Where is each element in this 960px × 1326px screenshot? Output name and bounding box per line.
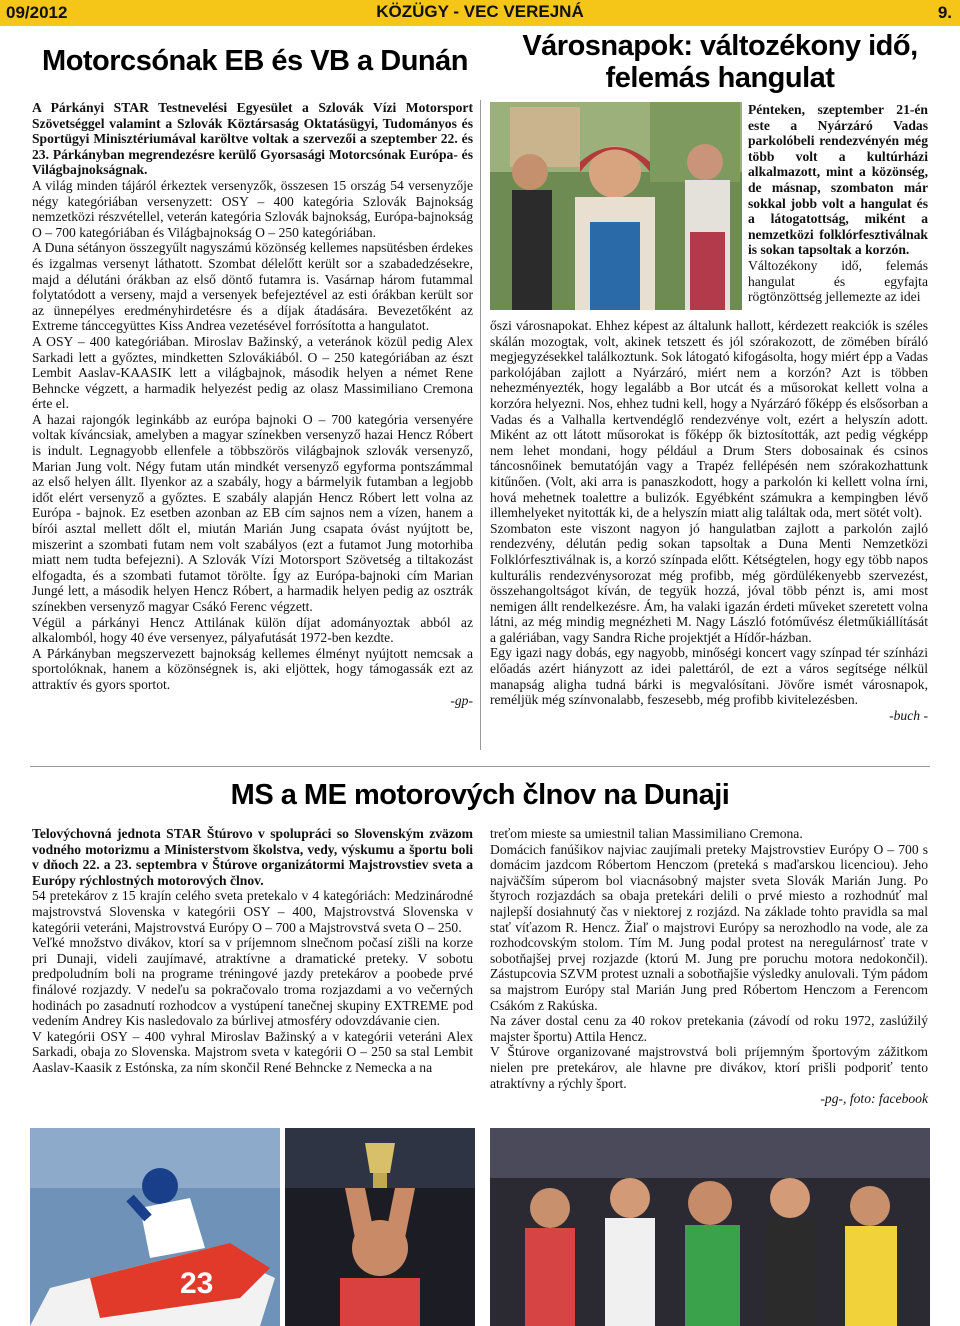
folklore-photo <box>490 102 742 310</box>
powerboat-photo <box>30 1128 280 1326</box>
article1-paragraph: A Duna sétányon összegyűlt nagyszámú közönség kellemes napsütésben érdekes és izgalmas versenyt láthatott. Szombat délelőtt került sor a szabadedzésekre, majd a délutáni órákban az első döntő futamra is. Vasárnap három futammal folytatódott a verseny, majd a versenyek befejeztével az esti órákban került sor az ünnepélyes eredményhirdetésre és a díjak átadására. Bevezetőként az Extreme tánccegyüttes Kiss Andrea vezetésével forrósította a hangulatot. <box>32 240 473 334</box>
article3-paragraph: V kategórii OSY – 400 vyhral Miroslav Bažinský a v kategórii veteráni Alex Sarkadi, obaja zo Slovenska. Majstrom sveta v kategórii O – 250 sa stal Lembit Aaslav-Kaasik z Estónska, za ním skončil René Behncke z Nemecka a na <box>32 1028 473 1075</box>
article3-left-body <box>32 826 473 1076</box>
article2-paragraph-intro: Változékony idő, felemás hangulat és egyfajta rögtönzöttség jellemezte az idei <box>748 257 928 305</box>
article1-paragraph: A világ minden tájáról érkeztek versenyzők, összesen 15 ország 54 versenyzője négy kategóriában versenyzett: OSY – 400 kategória Szlovák Bajnokság nemzetközi részvétellel, veterán kategória Szlovák bajnokság, Európa-bajnokság O – 700 kategóriában és Világbajnokság O – 250 kategóriában. <box>32 177 473 240</box>
issue-number: 09/2012 <box>6 3 68 22</box>
crowd-celebration-photo <box>490 1128 930 1326</box>
article1-paragraph: A OSY – 400 kategóriában. Miroslav Bažinský, a veteránok közül pedig Alex Sarkadi lett a győztes, mindketten Szlovákiából. O – 250 kategóriában az észt Lembit Aaslav-KAASIK lett a világbajnok, második helyen a német Rene Behncke végzett, a harmadik helyezést pedig az olasz Massimiliano Cremona érte el. <box>32 333 473 412</box>
article1-paragraph: Végül a párkányi Hencz Attilának külön díjat adományoztak abból az alkalomból, hogy 40 éve versenyez, pályafutását 1972-ben kezdte. <box>32 614 473 646</box>
section-title: KÖZÜGY - VEC VEREJNÁ <box>376 2 584 21</box>
page-header-bar <box>0 0 960 26</box>
article1-lead: A Párkányi STAR Testnevelési Egyesület a Szlovák Vízi Motorsport Szövetséggel valamint a Szlovák Köztársaság Oktatásügyi, Tudományos és Sportügyi Minisztériumával karöltve voltak a szervezői a szeptember 22. és 23. Párkányban megrendezésre kerülő Gyorsasági Motorcsónak Európa- és Világbajnokságnak. <box>32 100 473 178</box>
article2-signature: -buch - <box>889 707 928 723</box>
article2-paragraph: Szombaton este viszont nagyon jó hangulatban zajlott a parkolón zajló rendezvény, délután pedig sokan tapsoltak a Duna Menti Nemzetközi Folklórfesztiválnak is, a korzó színpada előtt. Kétségtelen, hogy egy több napos kulturális rendezvénysorozat még profibb, még gördülékenyebb szervezést, összehangoltságot kíván, de tegyük hozzá, jóval több pénzt is, ami most nemigen állt rendelkezésre. Ám, ha valaki igazán érdeti műveket szeretett volna látni, az még mindig megnézheti M. Nagy László fotóművész életműkiállítását a galériában, vagy Sandra Riche projektjét a Hídőr-házban. <box>490 520 928 645</box>
article3-paragraph: Domácich fanúšikov najviac zaujímali preteky Majstrovstiev Európy O – 700 s domácim jazdcom Róbertom Henczom (preteká s maďarskou licenciou). Jeho najväčším súperom bol viacnásobný majster sveta Slovák Marián Jung. Po štyroch rozjazdách sa obaja pretekári delili o prvé miesto a rozhodnúť mal najlepší dosiahnutý čas v niektorej z rozjázd. Na základe tohto pravidla sa mal stať víťazom R. Hencz. Žiaľ o majstrovi Európy sa nerozhodlo na vode, ale za rozhodcovským stolom. Tím M. Jung podal protest na neregulárnosť trate v sobotňajšej prvej rozjazde (ktorú M. Jung pre poruchu motora nedokončil). Zástupcovia SZVM protest uznali a sobotňajšie výsledky anulovali. Tým pádom sa majstrom Európy stal Marián Jung pred Róbertom Henczom a Ferencom Csákóm z Rakúska. <box>490 841 928 1013</box>
article3-lead: Telovýchovná jednota STAR Štúrovo v spolupráci so Slovenským zväzom vodného motorizmu a Ministerstvom školstva, vedy, výskumu a športu boli v dňoch 22. a 23. septembra v Štúrove organizátormi Majstrovstiev sveta a Európy rýchlostných motorových člnov. <box>32 826 473 888</box>
column-divider <box>480 100 481 750</box>
svg-text:23: 23 <box>180 1267 214 1300</box>
article3-paragraph: 54 pretekárov z 15 krajín celého sveta pretekalo v 4 kategóriách: Medzinárodné majstrovstvá Slovenska v kategórii OSY – 400, Majstrovstvá Slovenska v kategórii veteráni, Majstrovstvá Európy O – 700 a Majstrovstvá sveta O – 250. <box>32 888 473 935</box>
article2-paragraph: őszi városnapokat. Ehhez képest az általunk hallott, kérdezett reakciók is széles skálán mozogtak, volt, akinek tetszett és jól szórakozott, de zömében bíráló megjegyzésekkel találkoztunk. Sok látogató kifogásolta, hogy miért épp a Vadas parkolójában zajlott a Nyárzáró, miért nem a korzón? Azt is többen nehezményezték, hogy legalább a Bor utcát és a műsorokat kellett volna a korzóra helyezni. Nos, ehhez tudni kell, hogy a Nyárzáró főképp és elsősorban a Vadas és a Valhalla kertvendéglő rendezvénye volt, ezért a helyszín adott. Miként az ott látott műsorokat is főképp ők biztosították, azt pedig végképp nem lehet mondani, hogy például a Drum Sters dobosainak és csinos táncosnőinek bemutatóján vagy a Trapéz fellépésén nem szórakozhattunk kitűnően. (Volt, aki arra is panaszkodott, hogy a parkolón ki kellett volna írni, hová mehetnek toalettre a bulizók. Egyébként számukra a kempingben lévő illemhelyeket nyitották ki, de a helyszín miatt alig találtak oda, mert sötét volt). <box>490 318 928 521</box>
article3-signature: -pg-, foto: facebook <box>820 1091 928 1107</box>
article3-paragraph: Veľké množstvo divákov, ktorí sa v príjemnom slnečnom počasí zišli na korze pri Dunaji, videli zaujímavé, atraktívne a dramatické preteky. V sobotu predpoludním boli na programe tréningové jazdy pretekárov a poobede prvé finálové rozjazdy. V nedeľu sa pokračovalo troma rozjazdami a vo večerných hodinách po zasadnutí rozhodcov a vystúpení tanečnej skupiny EXTREME pod vedením Andrey Kis nasledovalo za búrlivej atmosféry odovzdávanie cien. <box>32 935 473 1029</box>
section-divider <box>30 766 930 767</box>
article1-paragraph: A Párkányban megszervezett bajnokság kellemes élményt nyújtott nemcsak a sportolóknak, hanem a közönségnek is, aki eljöttek, hogy támogassák ezt az attraktív és gyors sportot. <box>32 645 473 692</box>
article2-title <box>490 30 950 94</box>
article3-paragraph: V Štúrove organizované majstrovstvá boli príjemným športovým zážitkom nielen pre pretekárov, ale hlavne pre divákov, ktorí prišli podporiť tento atraktívny a rýchly šport. <box>490 1044 928 1091</box>
article3-right-body <box>490 826 928 1107</box>
trophy-winner-photo <box>285 1128 475 1326</box>
article1-title: Motorcsónak EB és VB a Dunán <box>42 45 468 77</box>
article2-paragraph: Egy igazi nagy dobás, egy nagyobb, minőségi koncert vagy színpad tér színházi előadás azért hiányzott az idei palettáról, de ezt a város segítsége nélkül manapság aligha tudná bárki is megvalósítani. Jövőre ismét városnapok, reméljük még színvonalabb, feszesebb, még profibb kivitelezésben. <box>490 645 928 708</box>
article2-title-line1: Városnapok: változékony idő, <box>522 30 918 62</box>
article1-signature: -gp- <box>450 692 473 708</box>
article2-lead-box <box>748 102 928 305</box>
article3-title: MS a ME motorových člnov na Dunaji <box>230 779 730 811</box>
article3-paragraph: treťom mieste sa umiestnil talian Massimiliano Cremona. <box>490 826 803 841</box>
article1-body <box>32 100 473 708</box>
article2-lead: Pénteken, szeptember 21-én este a Nyárzáró Vadas parkolóbeli rendezvényén még több volt a kultúrházi alkalmazott, mint a közönség, de másnap, szombaton már sokkal jobb volt a hangulat és a látogatottság, miként a nemzetközi folklórfesztiválnak is sokan tapsoltak a korzón. <box>748 102 928 258</box>
page-number: 9. <box>937 3 952 22</box>
article2-body <box>490 318 928 723</box>
article2-title-line2: felemás hangulat <box>605 62 835 94</box>
article3-paragraph: Na záver dostal cenu za 40 rokov pretekania (závodí od roku 1972, zaslúžilý majster športu) Attila Hencz. <box>490 1013 928 1044</box>
article1-paragraph: A hazai rajongók leginkább az európa bajnoki O – 700 kategória versenyére voltak kíváncsiak, amelyben a magyar színekben versenyző hazai Hencz Róbert is indult. Legnagyobb ellenfele a többszörös világbajnok szlovák versenyző, Marian Jung volt. Négy futam után mindkét versenyző egyforma pontszámmal az első helyen állt. Ilyenkor az a szabály, hogy a bármelyik futamban a legjobb időt elért versenyző a győztes. E szabály alapján Hencz Róbert lett volna az Európa - bajnok. Ez esetben azonban az EB cím sajnos nem a vízen, hanem a bírói asztal mellett dőlt el, miután Marián Jung csapata óvást nyújtott be, miszerint a szombati futam nem volt szabályos (ezt a futamot Jung motorhiba miatt nem tudta befejezni). A Szlovák Vízi Motorsport Szövetség a tiltakozást elfogadta, és a szombati futamot törölte. Így az Európa-bajnoki cím Marian Jungé lett, a második helyen Hencz Róbert, a harmadik helyen pedig az osztrák színekben versenyző magyar Csákó Ferenc végzett. <box>32 411 473 614</box>
